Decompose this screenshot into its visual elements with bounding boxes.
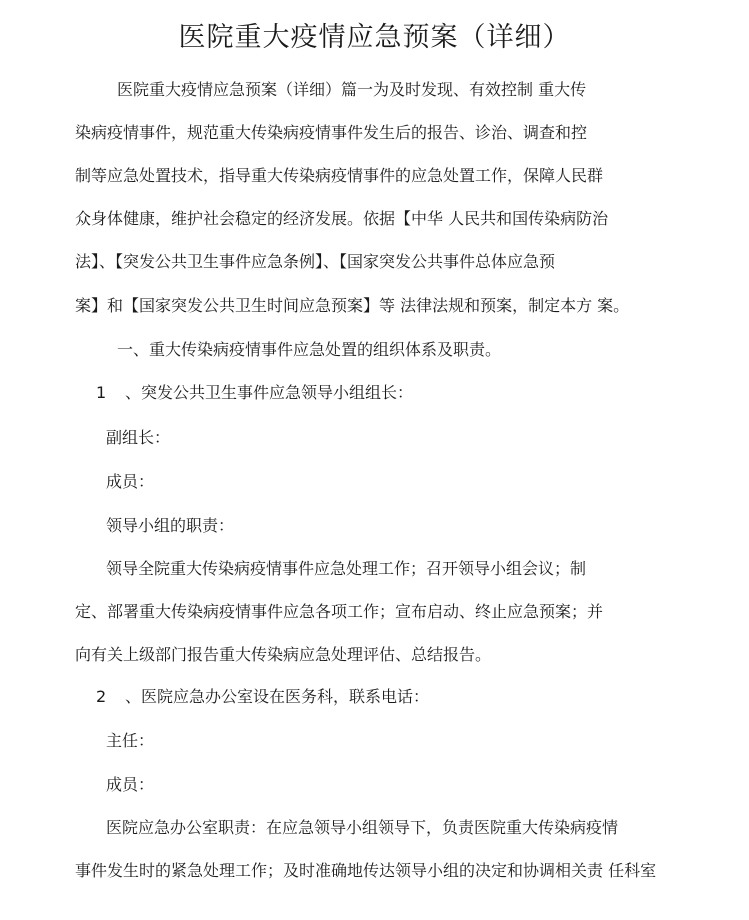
- item-2-number: 2: [96, 687, 107, 706]
- item-1-text: 、突发公共卫生事件应急领导小组组长：: [125, 383, 414, 402]
- intro-line-4: 众身体健康，维护社会稳定的经济发展。依据【中华 人民共和国传染病防治: [75, 209, 609, 228]
- item-1-number: 1: [96, 383, 107, 402]
- intro-line-3: 制等应急处置技术，指导重大传染病疫情事件的应急处置工作，保障人民群: [75, 166, 604, 185]
- intro-line-5: 法】、【突发公共卫生事件应急条例】、【国家突发公共事件总体应急预: [75, 252, 556, 271]
- deputy-leader-label: 副组长：: [106, 428, 171, 447]
- group-duties-line-1: 领导全院重大传染病疫情事件应急处理工作；召开领导小组会议；制: [106, 559, 587, 578]
- item-2-text: 、医院应急办公室设在医务科，联系电话：: [125, 687, 430, 706]
- group-duties-line-3: 向有关上级部门报告重大传染病应急处理评估、总结报告。: [75, 645, 492, 664]
- members-label-2: 成员：: [106, 775, 155, 794]
- document-title: 医院重大疫情应急预案（详细）: [178, 22, 571, 53]
- group-duties-line-2: 定、部署重大传染病疫情事件应急各项工作；宣布启动、终止应急预案；并: [75, 602, 604, 621]
- office-duties-line-1: 医院应急办公室职责：在应急领导小组领导下，负责医院重大传染病疫情: [106, 818, 619, 837]
- intro-line-6: 案】和【国家突发公共卫生时间应急预案】等 法律法规和预案，制定本方 案。: [75, 296, 630, 315]
- intro-line-2: 染病疫情事件，规范重大传染病疫情事件发生后的报告、诊治、调查和控: [75, 123, 588, 142]
- office-duties-line-2: 事件发生时的紧急处理工作；及时准确地传达领导小组的决定和协调相关责 任科室: [75, 861, 657, 880]
- group-duties-label: 领导小组的职责：: [106, 516, 235, 535]
- intro-line-1: 医院重大疫情应急预案（详细）篇一为及时发现、有效控制 重大传: [117, 80, 587, 99]
- director-label: 主任：: [106, 731, 155, 750]
- members-label-1: 成员：: [106, 472, 155, 491]
- section-1-heading: 一、重大传染病疫情事件应急处置的组织体系及职责。: [117, 340, 502, 359]
